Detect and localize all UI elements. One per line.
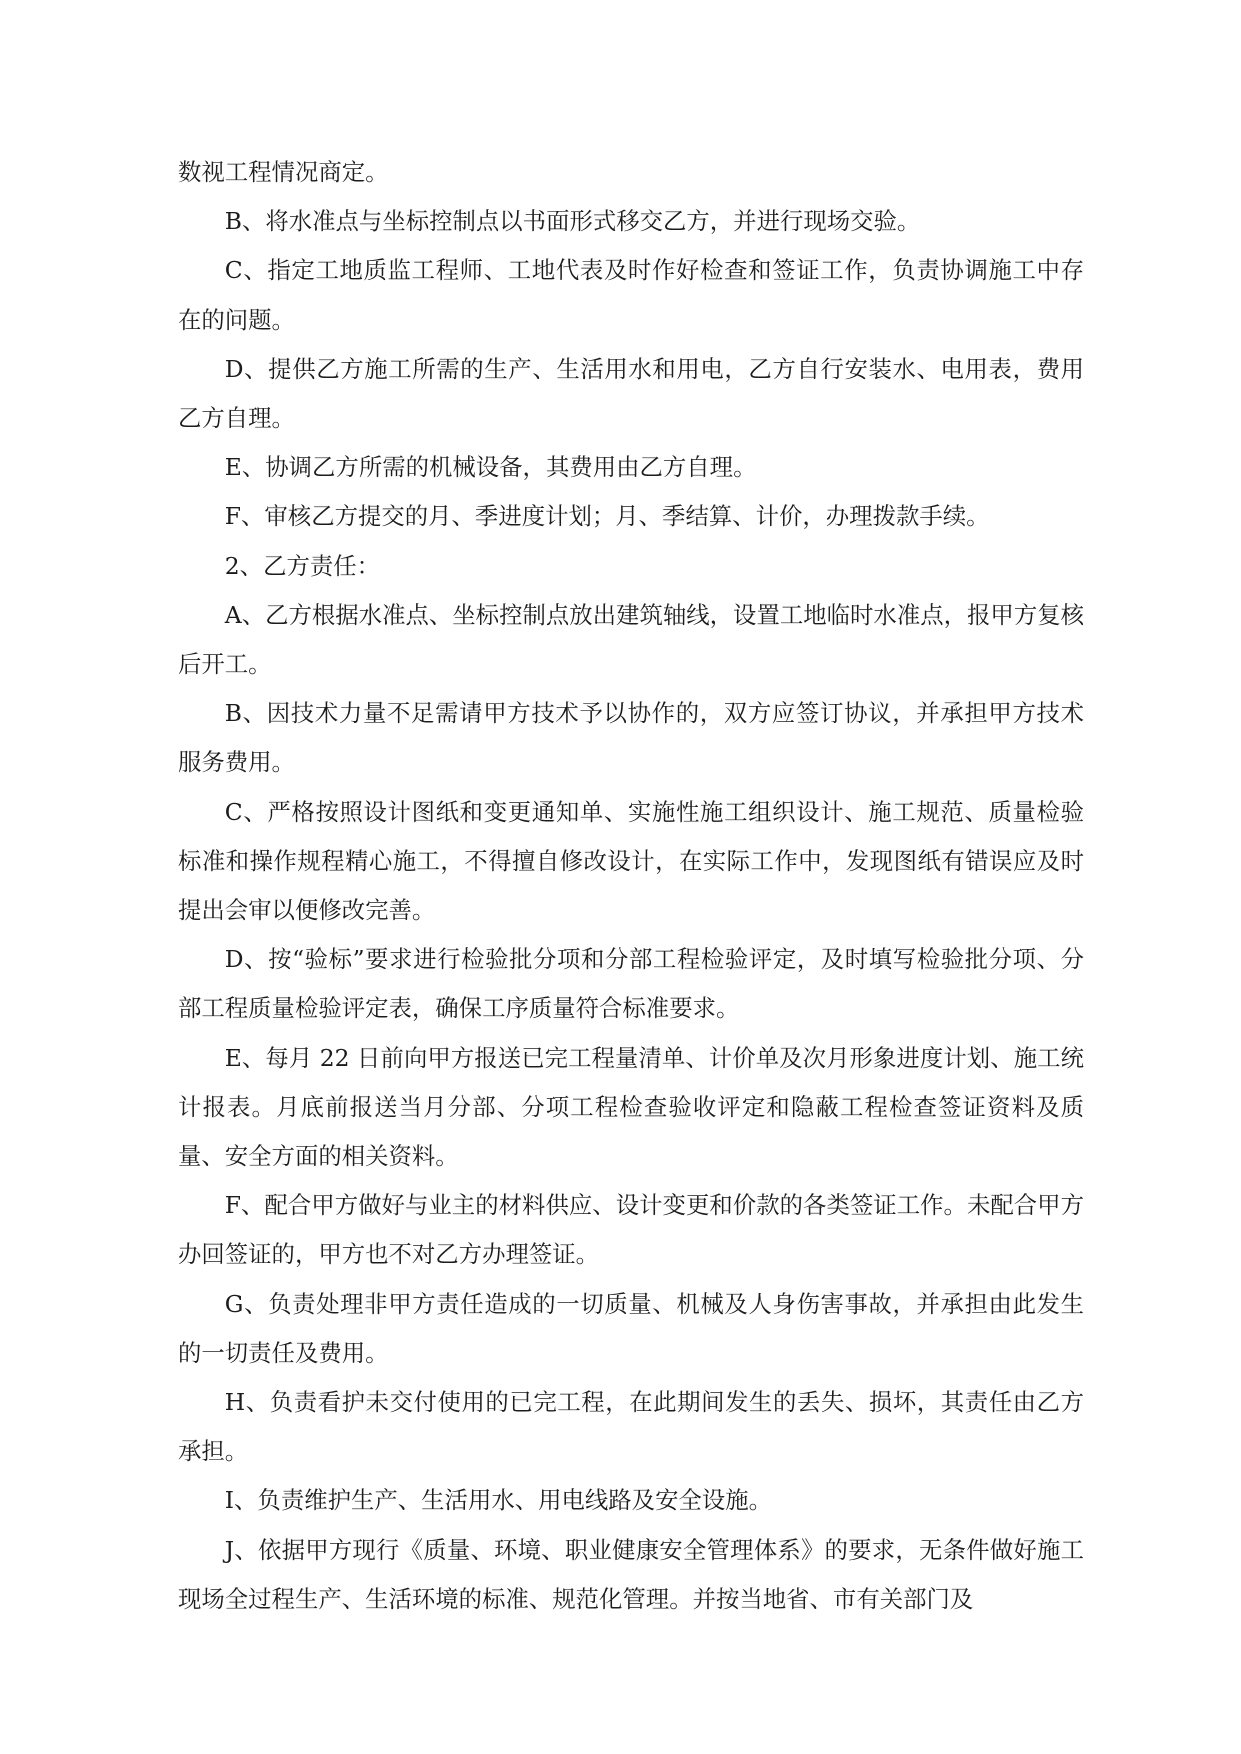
section-heading-party-b-responsibility: 2、乙方责任： (224, 551, 381, 580)
paragraph-a-axis-layout: A、乙方根据水准点、坐标控制点放出建筑轴线，设置工地临时水准点，报甲方复核后开工。 (178, 600, 1084, 679)
paragraph-i-facility-maintenance: I、负责维护生产、生活用水、用电线路及安全设施。 (224, 1486, 773, 1515)
paragraph-continuation: 数视工程情况商定。 (178, 158, 389, 186)
paragraph-c-site-supervisor: C、指定工地质监工程师、工地代表及时作好检查和签证工作，负责协调施工中存在的问题。 (178, 256, 1084, 334)
paragraph-d-water-power: D、提供乙方施工所需的生产、生活用水和用电，乙方自行安装水、电用表，费用乙方自理。 (178, 354, 1084, 433)
document-page (178, 148, 1084, 1624)
paragraph-b-technical-assistance: B、因技术力量不足需请甲方技术予以协作的，双方应签订协议，并承担甲方技术服务费用。 (178, 699, 1084, 777)
paragraph-e-monthly-report: E、每月 22 日前向甲方报送已完工程量清单、计价单及次月形象进度计划、施工统计报表。月底前报送当月分部、分项工程检查验收评定和隐蔽工程检查签证资料及质量、安全方面的相关资料。 (178, 1043, 1084, 1171)
paragraph-f-schedule-review: F、审核乙方提交的月、季进度计划；月、季结算、计价，办理拨款手续。 (224, 502, 990, 531)
paragraph-j-management-system: J、依据甲方现行《质量、环境、职业健康安全管理体系》的要求，无条件做好施工现场全过程生产、生活环境的标准、规范化管理。并按当地省、市有关部门及 (178, 1535, 1084, 1613)
paragraph-d-inspection-evaluation: D、按“验标”要求进行检验批分项和分部工程检验评定，及时填写检验批分项、分部工程质量检验评定表，确保工序质量符合标准要求。 (178, 945, 1084, 1023)
paragraph-f-visa-cooperation: F、配合甲方做好与业主的材料供应、设计变更和价款的各类签证工作。未配合甲方办回签证的，甲方也不对乙方办理签证。 (178, 1191, 1084, 1269)
paragraph-h-completed-works-custody: H、负责看护未交付使用的已完工程，在此期间发生的丢失、损坏，其责任由乙方承担。 (178, 1388, 1084, 1466)
paragraph-c-construction-standards: C、严格按照设计图纸和变更通知单、实施性施工组织设计、施工规范、质量检验标准和操作规程精心施工，不得擅自修改设计，在实际工作中，发现图纸有错误应及时提出会审以便修改完善。 (178, 797, 1084, 925)
paragraph-b-benchmark-handover: B、将水准点与坐标控制点以书面形式移交乙方，并进行现场交验。 (224, 207, 921, 236)
paragraph-g-accident-liability: G、负责处理非甲方责任造成的一切质量、机械及人身伤害事故，并承担由此发生的一切责任及费用。 (178, 1289, 1084, 1367)
paragraph-e-machinery: E、协调乙方所需的机械设备，其费用由乙方自理。 (224, 453, 757, 482)
